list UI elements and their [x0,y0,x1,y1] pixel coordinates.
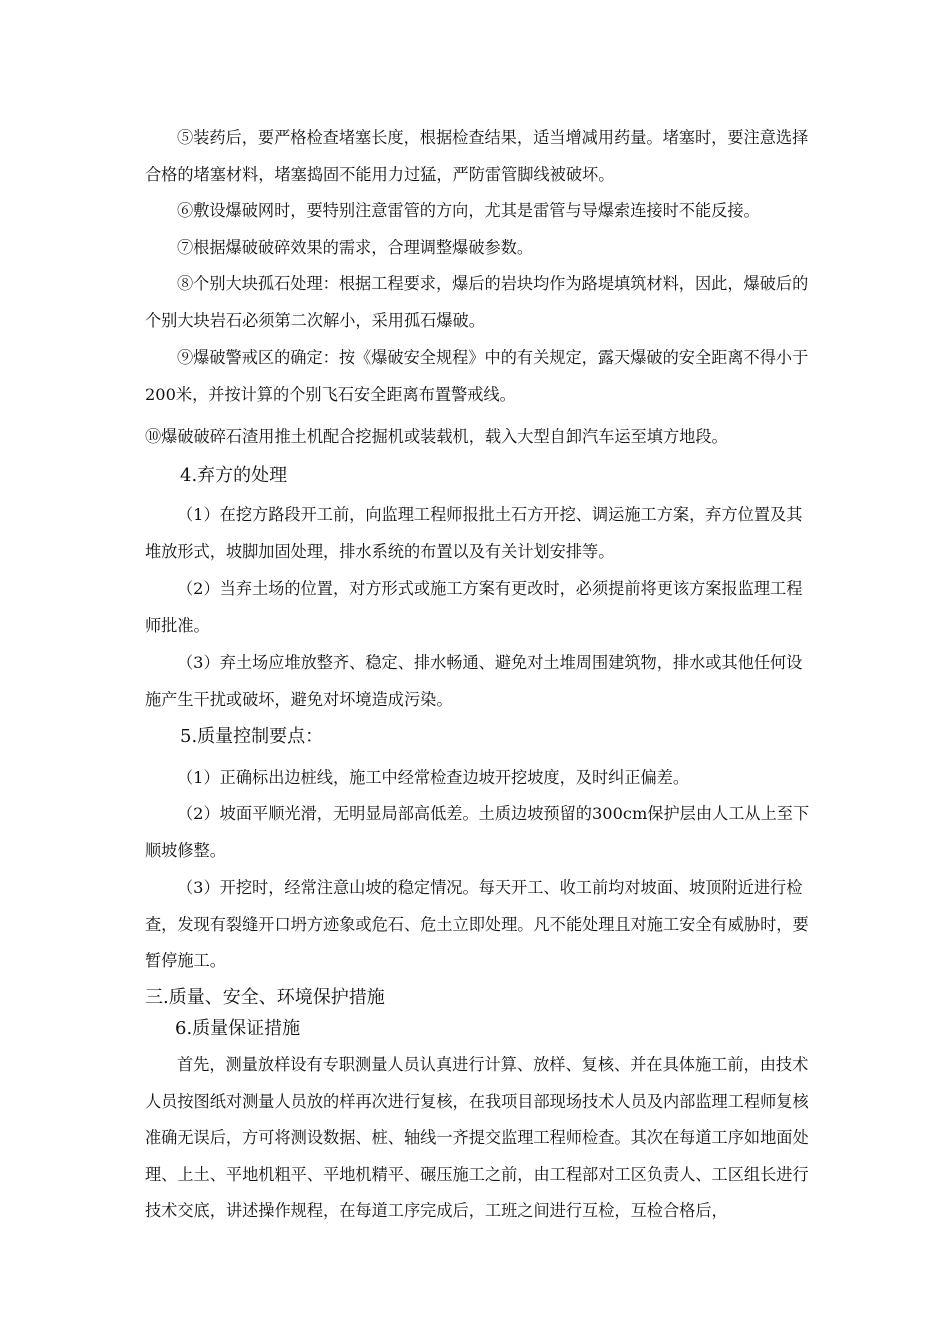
paragraph-quality-3: （3）开挖时，经常注意山坡的稳定情况。每天开工、收工前均对坡面、坡顶附近进行检查，发现有裂缝开口坍方迹象或危石、危土立即处理。凡不能处理且对施工安全有威胁时，要暂停施工。 [145,878,809,970]
paragraph-spoil-3: （3）弃土场应堆放整齐、稳定、排水畅通、避免对土堆周围建筑物，排水或其他任何设施产生干扰或破坏，避免对坏境造成污染。 [145,653,803,709]
paragraph-item-9: ⑨爆破警戒区的确定：按《爆破安全规程》中的有关规定，露天爆破的安全距离不得小于200米，并按计算的个别飞石安全距离布置警戒线。 [145,348,809,404]
section-heading-4: 4.弃方的处理 [180,465,288,486]
section-heading-6: 6.质量保证措施 [175,1018,301,1039]
paragraph-quality-1: （1）正确标出边桩线，施工中经常检查边坡开挖坡度，及时纠正偏差。 [177,768,690,787]
paragraph-item-8: ⑧个别大块孤石处理：根据工程要求，爆后的岩块均作为路堤填筑材料，因此，爆破后的个别大块岩石必须第二次解小，采用孤石爆破。 [145,274,809,330]
paragraph-spoil-2: （2）当弃土场的位置，对方形式或施工方案有更改时，必须提前将更该方案报监理工程师批准。 [145,579,803,635]
paragraph-quality-assurance: 首先，测量放样设有专职测量人员认真进行计算、放样、复核、并在具体施工前，由技术人员按图纸对测量人员放的样再次进行复核，在我项目部现场技术人员及内部监理工程师复核准确无误后，方可将测设数据、桩、轴线一齐提交监理工程师检查。其次在每道工序如地面处理、上土、平地机粗平、平地机精平、碾压施工之前，由工程部对工区负责人、工区组长进行技术交底，讲述操作规程，在每道工序完成后，工班之间进行互检，互检合格后， [145,1055,809,1220]
section-heading-5: 5.质量控制要点： [180,726,324,747]
paragraph-item-6: ⑥敷设爆破网时，要特别注意雷管的方向，尤其是雷管与导爆索连接时不能反接。 [177,201,760,220]
paragraph-item-10: ⑩爆破破碎石渣用推土机配合挖掘机或装载机，载入大型自卸汽车运至填方地段。 [145,427,728,446]
paragraph-quality-2: （2）坡面平顺光滑，无明显局部高低差。土质边坡预留的300cm保护层由人工从上至下顺坡修整。 [145,804,810,860]
chapter-heading: 三.质量、安全、环境保护措施 [145,987,385,1008]
paragraph-spoil-1: （1）在挖方路段开工前，向监理工程师报批土石方开挖、调运施工方案，弃方位置及其堆放形式，坡脚加固处理，排水系统的布置以及有关计划安排等。 [145,505,803,561]
paragraph-item-7: ⑦根据爆破破碎效果的需求，合理调整爆破参数。 [177,238,534,257]
paragraph-item-5: ⑤装药后，要严格检查堵塞长度，根据检查结果，适当增减用药量。堵塞时，要注意选择合格的堵塞材料，堵塞捣固不能用力过猛，严防雷管脚线被破坏。 [145,128,809,184]
